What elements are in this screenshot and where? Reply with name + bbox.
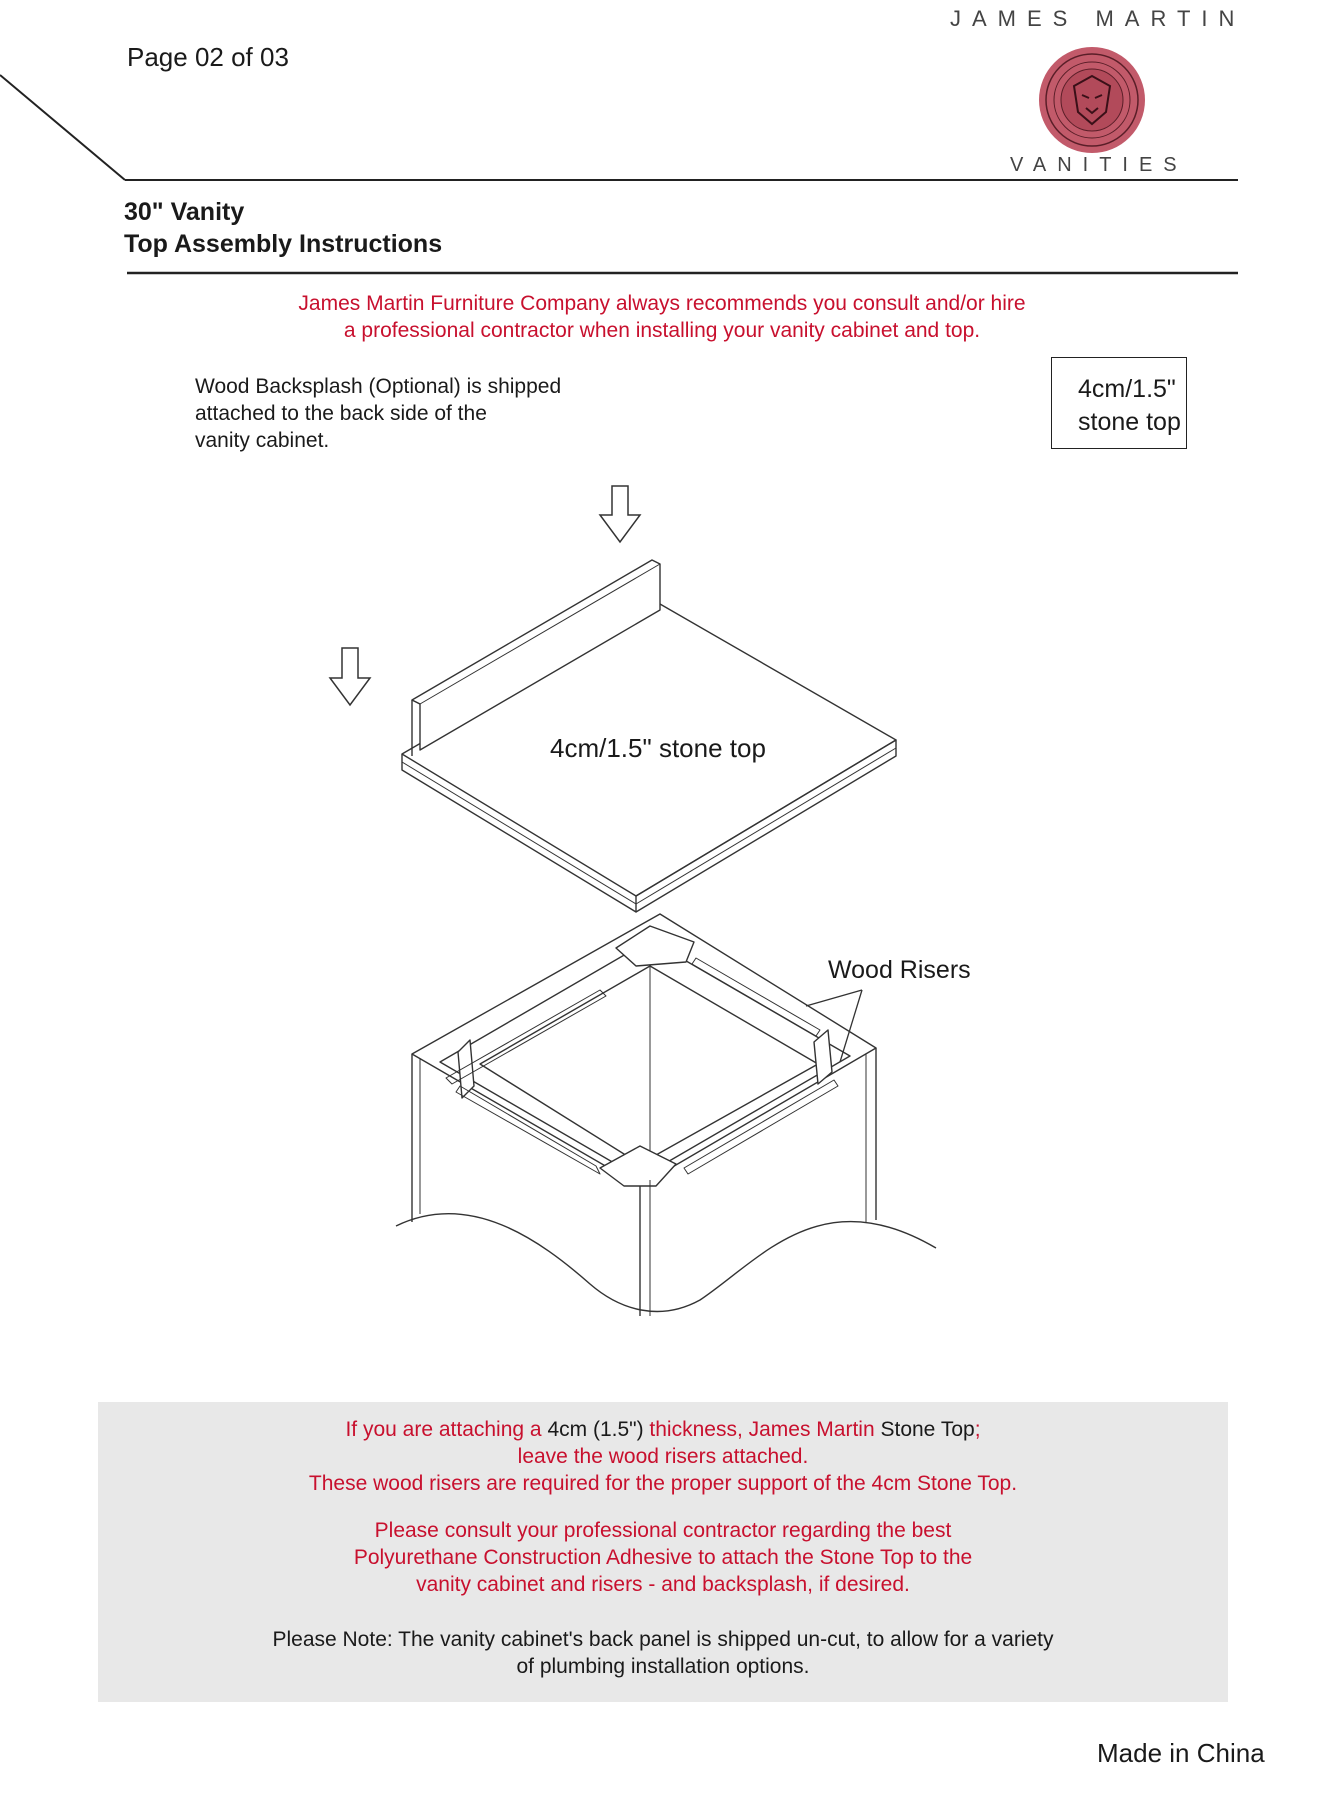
header-diagonal-line — [0, 75, 125, 180]
info-panel — [98, 1402, 1228, 1702]
info-text: 4cm (1.5") — [547, 1418, 644, 1441]
stone-top-label: 4cm/1.5" stone top — [550, 733, 766, 763]
info-line: Polyurethane Construction Adhesive to attach the Stone Top to the — [353, 1546, 973, 1569]
info-line: of plumbing installation options. — [516, 1655, 810, 1678]
brand-name: JAMES MARTIN — [950, 6, 1246, 31]
info-text: thickness, James Martin — [643, 1418, 881, 1441]
contractor-warning — [0, 290, 1324, 344]
page-subtitle: Top Assembly Instructions — [124, 230, 443, 258]
info-line: leave the wood risers attached. — [517, 1445, 809, 1468]
stone-top-spec-box — [1051, 357, 1187, 449]
info-text: Stone Top — [880, 1418, 975, 1441]
made-in-label: Made in China — [1097, 1738, 1265, 1768]
spec-line: stone top — [1078, 408, 1181, 436]
info-text: If you are attaching a — [345, 1418, 548, 1441]
info-line: These wood risers are required for the proper support of the 4cm Stone Top. — [308, 1472, 1018, 1495]
lion-emblem-icon — [1039, 47, 1145, 153]
spec-line: 4cm/1.5" — [1078, 375, 1176, 403]
page-title: 30" Vanity — [124, 198, 245, 226]
brand-subtitle: VANITIES — [1010, 154, 1188, 176]
note-line: attached to the back side of the — [195, 402, 487, 425]
info-line — [98, 1416, 1228, 1443]
warning-line: a professional contractor when installing your vanity cabinet and top. — [343, 319, 981, 342]
info-line: Please consult your professional contractor regarding the best — [374, 1519, 952, 1542]
down-arrow-icon — [330, 648, 370, 705]
page-number: Page 02 of 03 — [127, 42, 289, 72]
note-line: Wood Backsplash (Optional) is shipped — [195, 375, 562, 398]
info-line: Please Note: The vanity cabinet's back panel is shipped un-cut, to allow for a variety — [272, 1628, 1054, 1651]
info-line: vanity cabinet and risers - and backsplash, if desired. — [416, 1573, 910, 1596]
warning-line: James Martin Furniture Company always recommends you consult and/or hire — [298, 292, 1026, 315]
info-text: ; — [974, 1418, 981, 1441]
note-line: vanity cabinet. — [195, 429, 330, 452]
backsplash-note — [195, 373, 635, 454]
wood-risers-label: Wood Risers — [828, 956, 971, 984]
down-arrow-icon — [600, 486, 640, 542]
